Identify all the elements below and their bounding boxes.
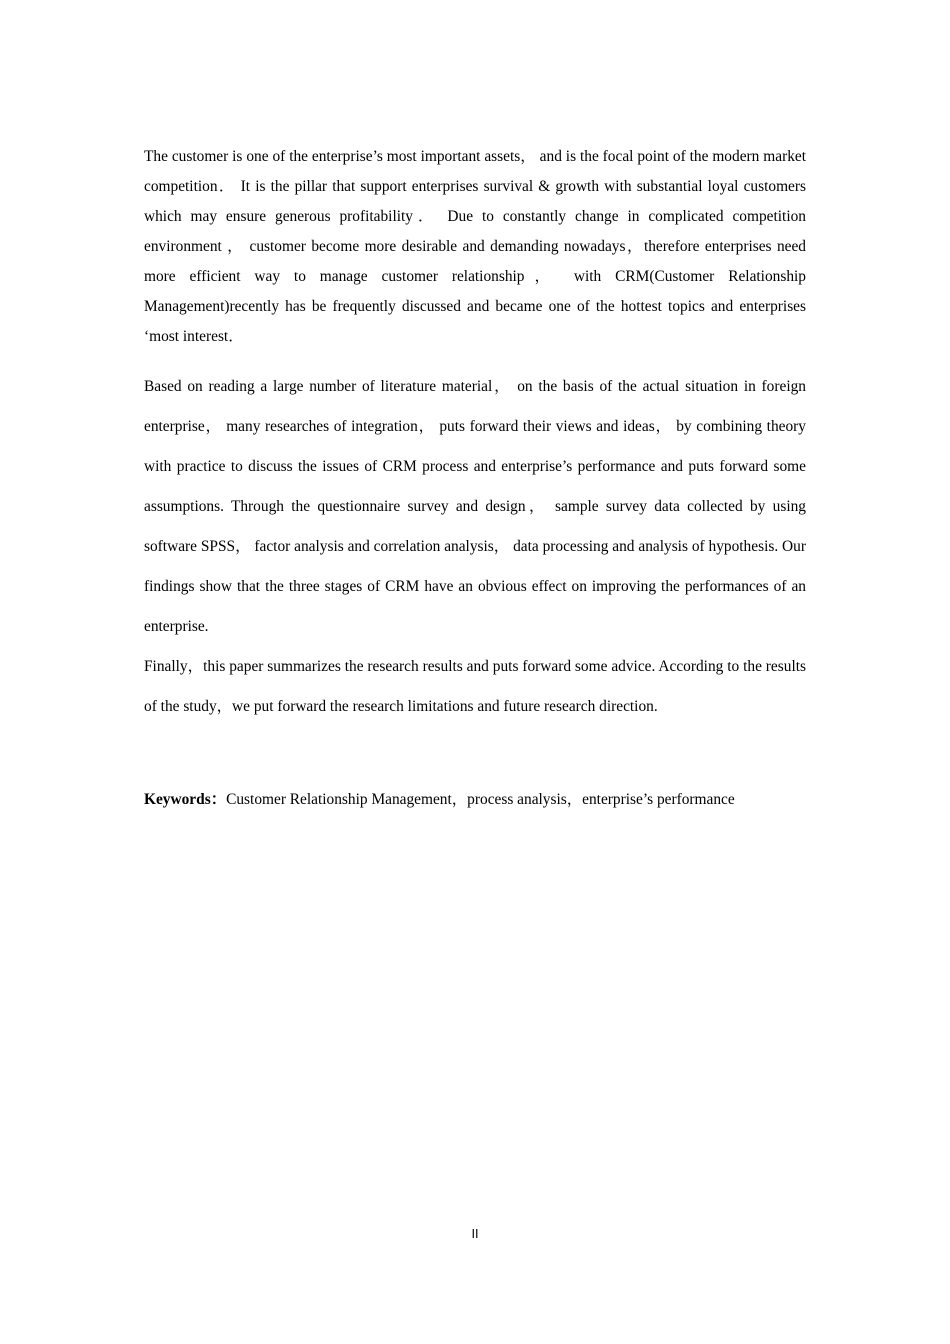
page-number: II [471,1227,479,1241]
abstract-paragraph-3: Finally，this paper summarizes the research results and puts forward some advice. According to the results of the study，we put forward the research limitations and future research direction. [144,658,806,715]
abstract-body [144,142,806,811]
keywords-label: Keywords： [144,791,227,808]
abstract-paragraph-1: The customer is one of the enterprise’s most important assets， and is the focal point of the modern market competition． It is the pillar that support enterprises survival & growth with substantial loyal customers which may ensure generous profitability． Due to constantly change in complicated competition environment ， customer become more desirable and demanding nowadays，therefore enterprises need more efficient way to manage customer relationship， with CRM(Customer Relationship Management)recently has be frequently discussed and became one of the hottest topics and enterprises ‘most interest． [144,148,806,345]
keywords-text: Customer Relationship Management，process analysis，enterprise’s performance [226,791,735,808]
abstract-paragraph-2: Based on reading a large number of literature material， on the basis of the actual situation in foreign enterprise， many researches of integration， puts forward their views and ideas， by combining theory with practice to discuss the issues of CRM process and enterprise’s performance and puts forward some assumptions. Through the questionnaire survey and design， sample survey data collected by using software SPSS， factor analysis and correlation analysis， data processing and analysis of hypothesis. Our findings show that the three stages of CRM have an obvious effect on improving the performances of an enterprise. [144,378,806,635]
keywords-line [144,789,806,811]
